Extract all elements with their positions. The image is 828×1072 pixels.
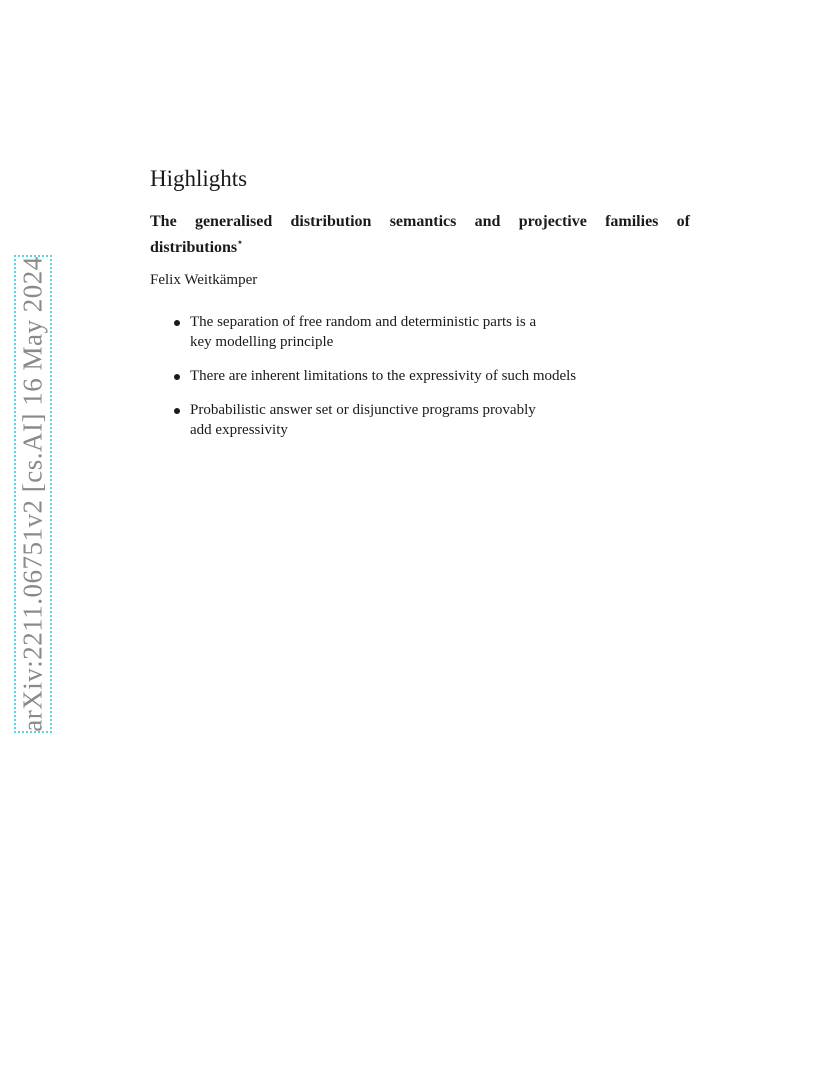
highlights-section (150, 163, 690, 454)
highlight-line: Probabilistic answer set or disjunctive programs provably (190, 402, 536, 418)
author-name: Felix Weitkämper (150, 272, 258, 288)
arxiv-sidebar-stamp (14, 255, 52, 733)
highlights-list (150, 312, 690, 440)
paper-title-text: The generalised distribution semantics and projective families of distributions (150, 213, 690, 256)
bullet-icon (174, 374, 180, 380)
highlight-item (150, 400, 640, 440)
highlight-item (150, 366, 640, 386)
highlight-line: There are inherent limitations to the expressivity of such models (190, 368, 577, 384)
title-footnote-marker: ⋆ (237, 237, 243, 247)
bullet-icon (174, 408, 180, 414)
arxiv-identifier: arXiv:2211.06751v2 [cs.AI] 16 May 2024 (17, 256, 48, 732)
paper-title (150, 211, 690, 258)
highlight-item (150, 312, 640, 352)
highlight-line: add expressivity (190, 422, 288, 438)
bullet-icon (174, 320, 180, 326)
section-heading: Highlights (150, 166, 248, 191)
highlight-line: key modelling principle (190, 334, 334, 350)
highlight-line: The separation of free random and deterministic parts is a (190, 314, 537, 330)
